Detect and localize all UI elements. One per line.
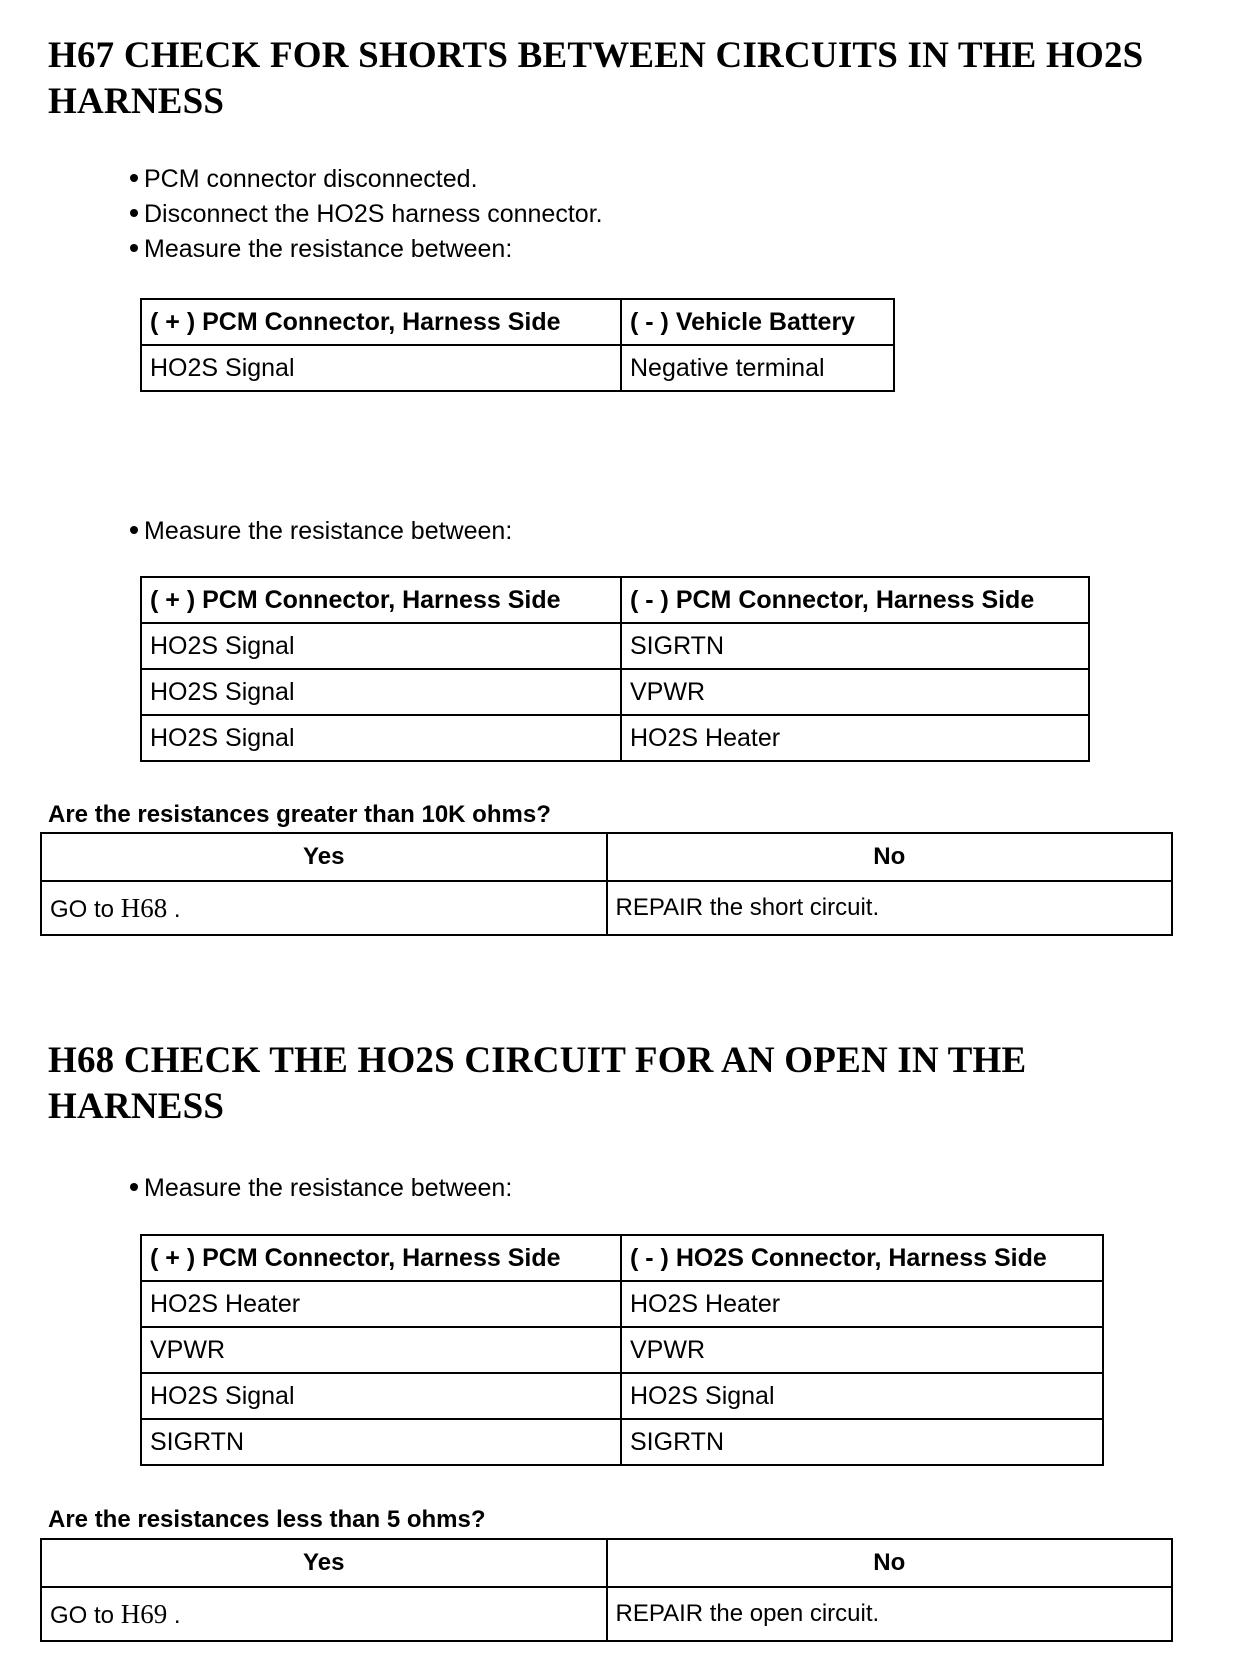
- bullet-dot-icon: [130, 174, 138, 182]
- table-cell: HO2S Heater: [141, 1281, 621, 1327]
- column-header: ( - ) HO2S Connector, Harness Side: [621, 1235, 1103, 1281]
- h67-answer-table: [40, 832, 1173, 936]
- h67-bullet-list: [130, 162, 603, 267]
- h68-measure-table: [140, 1234, 1104, 1466]
- goto-h68-link[interactable]: H68: [120, 892, 168, 923]
- table-row: [141, 345, 894, 391]
- list-item: PCM connector disconnected.: [130, 162, 603, 197]
- h68-question: Are the resistances less than 5 ohms?: [48, 1506, 486, 1533]
- table-cell: HO2S Signal: [141, 345, 621, 391]
- table-cell: HO2S Signal: [141, 623, 621, 669]
- h68-heading-line1: H68 CHECK THE HO2S CIRCUIT FOR AN OPEN IN THE: [48, 1040, 1027, 1081]
- table-cell: SIGRTN: [141, 1419, 621, 1465]
- h67-heading-line1: H67 CHECK FOR SHORTS BETWEEN CIRCUITS IN THE HO2S: [48, 35, 1144, 76]
- table-cell: HO2S Signal: [141, 715, 621, 761]
- table-row: [141, 1373, 1103, 1419]
- table-header-row: [141, 577, 1089, 623]
- table-row: [141, 623, 1089, 669]
- list-item: Measure the resistance between:: [130, 1171, 512, 1206]
- list-item: Measure the resistance between:: [130, 232, 603, 267]
- h68-answer-table: [40, 1538, 1173, 1642]
- table-cell: VPWR: [621, 1327, 1103, 1373]
- column-header: ( - ) PCM Connector, Harness Side: [621, 577, 1089, 623]
- table-header-row: [141, 299, 894, 345]
- column-header: ( - ) Vehicle Battery: [621, 299, 894, 345]
- h67-heading: [48, 33, 1228, 125]
- bullet-dot-icon: [130, 1183, 138, 1191]
- no-answer: REPAIR the open circuit.: [607, 1587, 1173, 1641]
- h68-heading-line2: HARNESS: [48, 1086, 225, 1127]
- list-item: Disconnect the HO2S harness connector.: [130, 197, 603, 232]
- table-cell: VPWR: [621, 669, 1089, 715]
- no-header: No: [607, 1539, 1173, 1587]
- table-cell: VPWR: [141, 1327, 621, 1373]
- h67-measure-table-2: [140, 576, 1090, 762]
- table-cell: HO2S Signal: [621, 1373, 1103, 1419]
- yes-header: Yes: [41, 1539, 607, 1587]
- table-header-row: [141, 1235, 1103, 1281]
- h67-measure-table-1: [140, 298, 895, 392]
- bullet-dot-icon: [130, 526, 138, 534]
- bullet-dot-icon: [130, 209, 138, 217]
- table-cell: HO2S Signal: [141, 669, 621, 715]
- h68-heading: [48, 1038, 1228, 1130]
- table-row: [41, 881, 1172, 935]
- table-header-row: [41, 1539, 1172, 1587]
- h67-bullet-list-2: [130, 514, 512, 549]
- no-answer: REPAIR the short circuit.: [607, 881, 1173, 935]
- table-cell: HO2S Signal: [141, 1373, 621, 1419]
- table-row: [141, 1419, 1103, 1465]
- column-header: ( + ) PCM Connector, Harness Side: [141, 1235, 621, 1281]
- table-row: [41, 1587, 1172, 1641]
- list-item: Measure the resistance between:: [130, 514, 512, 549]
- bullet-dot-icon: [130, 244, 138, 252]
- table-row: [141, 669, 1089, 715]
- table-row: [141, 1281, 1103, 1327]
- goto-h69-link[interactable]: H69: [120, 1598, 168, 1629]
- no-header: No: [607, 833, 1173, 881]
- table-cell: Negative terminal: [621, 345, 894, 391]
- table-cell: SIGRTN: [621, 1419, 1103, 1465]
- yes-answer: GO to H68 .: [41, 881, 607, 935]
- table-cell: HO2S Heater: [621, 715, 1089, 761]
- table-cell: HO2S Heater: [621, 1281, 1103, 1327]
- table-header-row: [41, 833, 1172, 881]
- table-row: [141, 715, 1089, 761]
- h68-bullet-list: [130, 1171, 512, 1206]
- column-header: ( + ) PCM Connector, Harness Side: [141, 577, 621, 623]
- h67-question: Are the resistances greater than 10K ohms?: [48, 801, 551, 828]
- h67-heading-line2: HARNESS: [48, 81, 225, 122]
- table-cell: SIGRTN: [621, 623, 1089, 669]
- yes-header: Yes: [41, 833, 607, 881]
- column-header: ( + ) PCM Connector, Harness Side: [141, 299, 621, 345]
- yes-answer: GO to H69 .: [41, 1587, 607, 1641]
- table-row: [141, 1327, 1103, 1373]
